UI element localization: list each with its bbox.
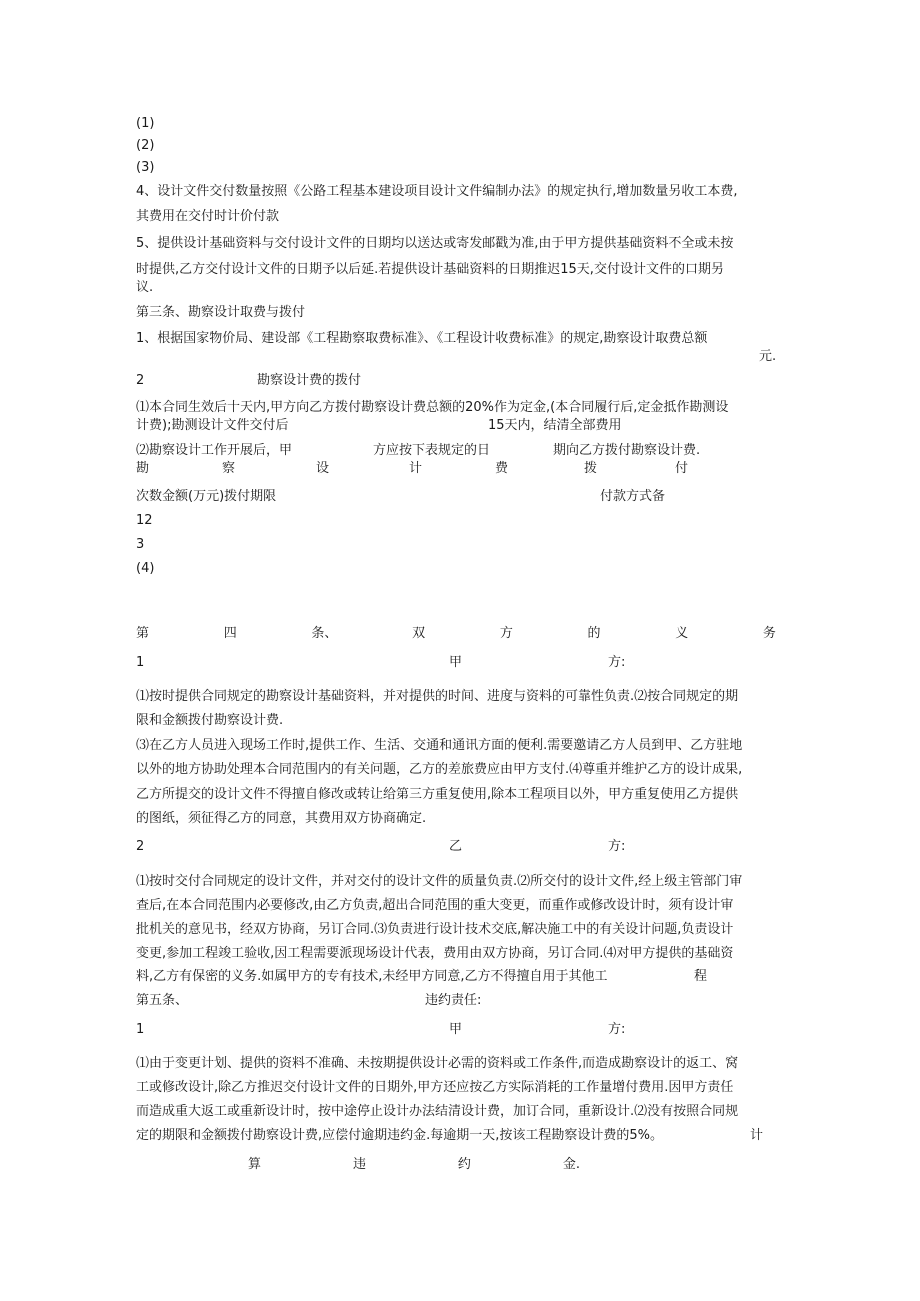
article-4-s1-line: 的图纸，须征得乙方的同意，其费用双方协商确定.: [136, 811, 427, 826]
item-1: (1): [136, 116, 155, 131]
table-header-left: 次数金额(万元)拨付期限: [136, 489, 277, 504]
article-4-s2-line: 料,乙方有保密的义务.如属甲方的专有技术,未经甲方同意,乙方不得擅自用于其他工: [136, 969, 608, 984]
article-3-p2-title: 勘察设计费的拨付: [257, 373, 362, 388]
article-4-s2-line: 批机关的意见书，经双方协商，另订合同.⑶负责进行设计技术交底,解决施工中的有关设计问题,负责设计: [136, 922, 734, 937]
article-3-p1-end: 元.: [759, 349, 777, 364]
article-5-line: 而造成重大返工或重新设计时，按中途停止设计办法结清设计费，加订合同，重新设计.⑵没有按照合同规: [136, 1104, 739, 1119]
article-3-sub1: 计费);勘测设计文件交付后: [136, 418, 289, 433]
title-char: 义: [675, 626, 689, 641]
article-5-title: 违约责任:: [425, 993, 482, 1008]
article-3-title: 第三条、勘察设计取费与拨付: [136, 305, 306, 320]
article-5-line-end: 计: [750, 1128, 764, 1143]
title-char: 务: [762, 626, 776, 641]
title-char: 双: [412, 626, 426, 641]
article-5-final: [248, 1156, 580, 1174]
item-2: (2): [136, 138, 155, 153]
article-3-sub2: 方应按下表规定的日: [373, 443, 491, 458]
article-4-s1-suffix: 方:: [608, 655, 626, 670]
table-row: (4): [136, 561, 155, 576]
article-3-sub1: ⑴本合同生效后十天内,甲方向乙方拨付勘察设计费总额的20%作为定金,(本合同履行后,定金抵作勘测设: [136, 400, 729, 415]
table-row: 3: [136, 537, 145, 552]
article-4-s2-suffix: 方:: [608, 839, 626, 854]
article-5-title-prefix: 第五条、: [136, 993, 189, 1008]
article-4-s1-party: 甲: [449, 655, 463, 670]
item-3: (3): [136, 160, 155, 175]
article-4-s2-line-end: 程: [694, 969, 708, 984]
article-4-s1-number: 1: [136, 655, 145, 670]
final-char: 金.: [562, 1157, 580, 1172]
title-char: 的: [587, 626, 601, 641]
article-5-line: ⑴由于变更计划、提供的资料不准确、未按期提供设计必需的资料或工作条件,而造成勘察设计的返工、窝: [136, 1056, 739, 1071]
article-4-s2-line: ⑴按时交付合同规定的设计文件，并对交付的设计文件的质量负责.⑵所交付的设计文件,经上级主管部门审: [136, 874, 743, 889]
clause-4-line: 其费用在交付时计价付款: [136, 209, 280, 224]
table-title-char: 勘: [136, 461, 150, 476]
article-3-p2-number: 2: [136, 373, 145, 388]
table-title-char: 费: [495, 461, 509, 476]
article-3-sub2: 期向乙方拨付勘察设计费.: [553, 443, 701, 458]
final-char: 约: [457, 1157, 471, 1172]
article-3-sub1: 15天内，结清全部费用: [488, 418, 622, 433]
clause-5-line: 时提供,乙方交付设计文件的日期予以后延.若提供设计基础资料的日期推迟15天,交付设计文件的口期另: [136, 262, 724, 277]
article-4-s2-party: 乙: [449, 839, 463, 854]
clause-4-line: 4、设计文件交付数量按照《公路工程基本建设项目设计文件编制办法》的规定执行,增加数量另收工本费,: [136, 184, 738, 199]
final-char: 违: [352, 1157, 366, 1172]
article-4-s1-line: ⑶在乙方人员进入现场工作时,提供工作、生活、交通和通讯方面的便利.需要邀请乙方人员到甲、乙方驻地: [136, 738, 743, 753]
article-4-s2-number: 2: [136, 839, 145, 854]
table-title-char: 计: [409, 461, 423, 476]
title-char: 四: [223, 626, 237, 641]
article-4-s2-line: 查后,在本合同范围内必要修改,由乙方负责,超出合同范围的重大变更，而重作或修改设计时，须有设计审: [136, 898, 734, 913]
final-char: 算: [248, 1157, 262, 1172]
article-4-s1-line: 以外的地方协助处理本合同范围内的有关问题，乙方的差旅费应由甲方支付.⑷尊重并维护乙方的设计成果,: [136, 762, 743, 777]
table-title-char: 设: [316, 461, 330, 476]
article-4-s2-line: 变更,参加工程竣工验收,因工程需要派现场设计代表，费用由双方协商，另订合同.⑷对甲方提供的基础资: [136, 946, 734, 961]
clause-5-line: 议.: [136, 280, 154, 295]
clause-5-line: 5、提供设计基础资料与交付设计文件的日期均以送达或寄发邮戳为准,由于甲方提供基础资料不全或未按: [136, 236, 734, 251]
title-char: 方: [499, 626, 513, 641]
article-4-title: [136, 625, 776, 643]
table-header-right: 付款方式备: [600, 489, 666, 504]
table-title-char: 付: [675, 461, 689, 476]
article-5-s1-number: 1: [136, 1022, 145, 1037]
table-title-char: 察: [222, 461, 236, 476]
article-4-s1-line: 限和金额拨付勘察设计费.: [136, 713, 284, 728]
article-3-sub2: ⑵勘察设计工作开展后，甲: [136, 443, 293, 458]
article-5-line: 工或修改设计,除乙方推迟交付设计文件的日期外,甲方还应按乙方实际消耗的工作量增付费用.因甲方责任: [136, 1080, 734, 1095]
article-5-line: 定的期限和金额拨付勘察设计费,应偿付逾期违约金.每逾期一天,按该工程勘察设计费的5%。: [136, 1128, 664, 1143]
article-4-s1-line: ⑴按时提供合同规定的勘察设计基础资料，并对提供的时间、进度与资料的可靠性负责.⑵按合同规定的期: [136, 689, 739, 704]
article-3-p1: 1、根据国家物价局、建设部《工程勘察取费标准》、《工程设计收费标准》的规定,勘察设计取费总额: [136, 331, 708, 346]
title-char: 第: [136, 626, 150, 641]
title-char: 条、: [311, 626, 338, 641]
article-4-s1-line: 乙方所提交的设计文件不得擅自修改或转让给第三方重复使用,除本工程项目以外，甲方重复使用乙方提供: [136, 787, 739, 802]
table-title-char: 拨: [584, 461, 598, 476]
article-5-s1-suffix: 方:: [608, 1022, 626, 1037]
table-row: 12: [136, 513, 153, 528]
article-5-s1-party: 甲: [449, 1022, 463, 1037]
